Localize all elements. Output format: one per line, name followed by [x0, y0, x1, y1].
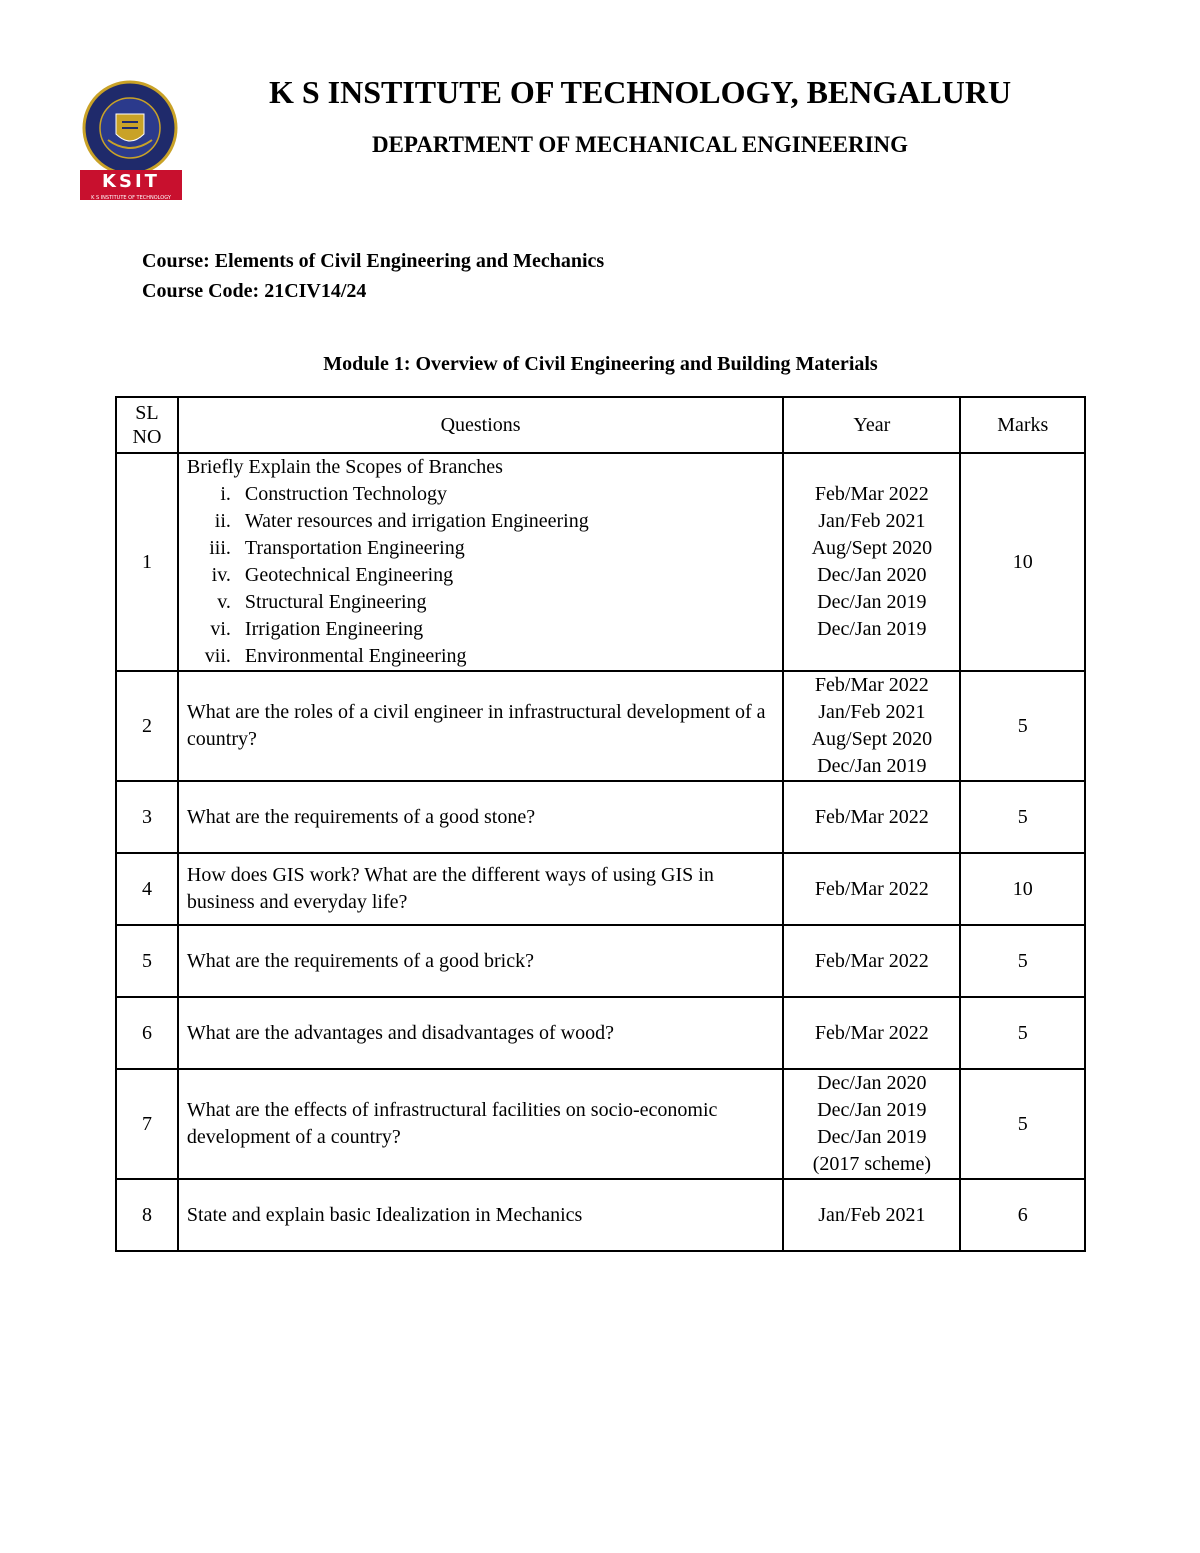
sl-no: 6 — [116, 997, 178, 1069]
table-row — [116, 453, 1085, 671]
sl-no: 4 — [116, 853, 178, 925]
list-item: vi. Irrigation Engineering — [210, 618, 424, 640]
year-cell: Feb/Mar 2022 — [783, 853, 960, 925]
marks-cell: 5 — [960, 1069, 1085, 1179]
list-item: i. Construction Technology — [220, 483, 448, 505]
marks-cell: 10 — [960, 453, 1085, 671]
header-year: Year — [783, 397, 960, 453]
list-item: iv. Geotechnical Engineering — [211, 564, 454, 586]
question-text: What are the effects of infrastructural facilities on socio-economic development of a country? — [178, 1069, 783, 1179]
year-cell: Feb/Mar 2022 Jan/Feb 2021 Aug/Sept 2020 Dec/Jan 2019 — [783, 671, 960, 781]
year-cell: Dec/Jan 2020 Dec/Jan 2019 Dec/Jan 2019 (2017 scheme) — [783, 1069, 960, 1179]
header-marks: Marks — [960, 397, 1085, 453]
institute-title: K S INSTITUTE OF TECHNOLOGY, BENGALURU — [268, 74, 1012, 110]
department-title: DEPARTMENT OF MECHANICAL ENGINEERING — [371, 132, 909, 157]
list-item: v. Structural Engineering — [217, 591, 427, 613]
questions-table — [115, 396, 1086, 1252]
year-cell: Jan/Feb 2021 — [783, 1179, 960, 1251]
sl-no: 8 — [116, 1179, 178, 1251]
question-text: State and explain basic Idealization in Mechanics — [178, 1179, 783, 1251]
module-title: Module 1: Overview of Civil Engineering and Building Materials — [323, 353, 878, 375]
table-row — [116, 997, 1085, 1069]
logo-text: KSIT — [102, 171, 160, 192]
year-cell: Feb/Mar 2022 — [783, 925, 960, 997]
marks-cell: 6 — [960, 1179, 1085, 1251]
marks-cell: 10 — [960, 853, 1085, 925]
marks-cell: 5 — [960, 925, 1085, 997]
table-row — [116, 853, 1085, 925]
header-sl-no: SL NO — [116, 397, 178, 453]
list-item: vii. Environmental Engineering — [204, 645, 467, 667]
table-row — [116, 1069, 1085, 1179]
sl-no: 3 — [116, 781, 178, 853]
logo-subtext: K S INSTITUTE OF TECHNOLOGY — [91, 195, 171, 201]
ksit-logo — [78, 78, 184, 202]
sl-no: 2 — [116, 671, 178, 781]
course-name: Course: Elements of Civil Engineering and Mechanics — [142, 250, 605, 272]
question-text — [178, 453, 783, 671]
header-questions: Questions — [178, 397, 783, 453]
marks-cell: 5 — [960, 997, 1085, 1069]
question-text: What are the advantages and disadvantages of wood? — [178, 997, 783, 1069]
question-text: What are the requirements of a good brick? — [178, 925, 783, 997]
table-row — [116, 925, 1085, 997]
table-row — [116, 671, 1085, 781]
sl-no: 7 — [116, 1069, 178, 1179]
course-code: Course Code: 21CIV14/24 — [142, 280, 367, 302]
question-text: What are the requirements of a good stone? — [178, 781, 783, 853]
table-header-row — [116, 397, 1085, 453]
question-text: What are the roles of a civil engineer in infrastructural development of a country? — [178, 671, 783, 781]
year-cell: Feb/Mar 2022 — [783, 781, 960, 853]
sl-no: 5 — [116, 925, 178, 997]
list-item: ii. Water resources and irrigation Engineering — [214, 510, 589, 532]
table-row — [116, 781, 1085, 853]
table-row — [116, 1179, 1085, 1251]
question-intro: Briefly Explain the Scopes of Branches — [186, 456, 503, 478]
branch-list — [187, 481, 774, 670]
marks-cell: 5 — [960, 671, 1085, 781]
year-cell: Feb/Mar 2022 — [783, 997, 960, 1069]
year-cell: Feb/Mar 2022 Jan/Feb 2021 Aug/Sept 2020 Dec/Jan 2020 Dec/Jan 2019 Dec/Jan 2019 — [783, 453, 960, 671]
sl-no: 1 — [116, 453, 178, 671]
marks-cell: 5 — [960, 781, 1085, 853]
list-item: iii. Transportation Engineering — [209, 537, 465, 559]
question-text: How does GIS work? What are the different ways of using GIS in business and everyday life? — [178, 853, 783, 925]
